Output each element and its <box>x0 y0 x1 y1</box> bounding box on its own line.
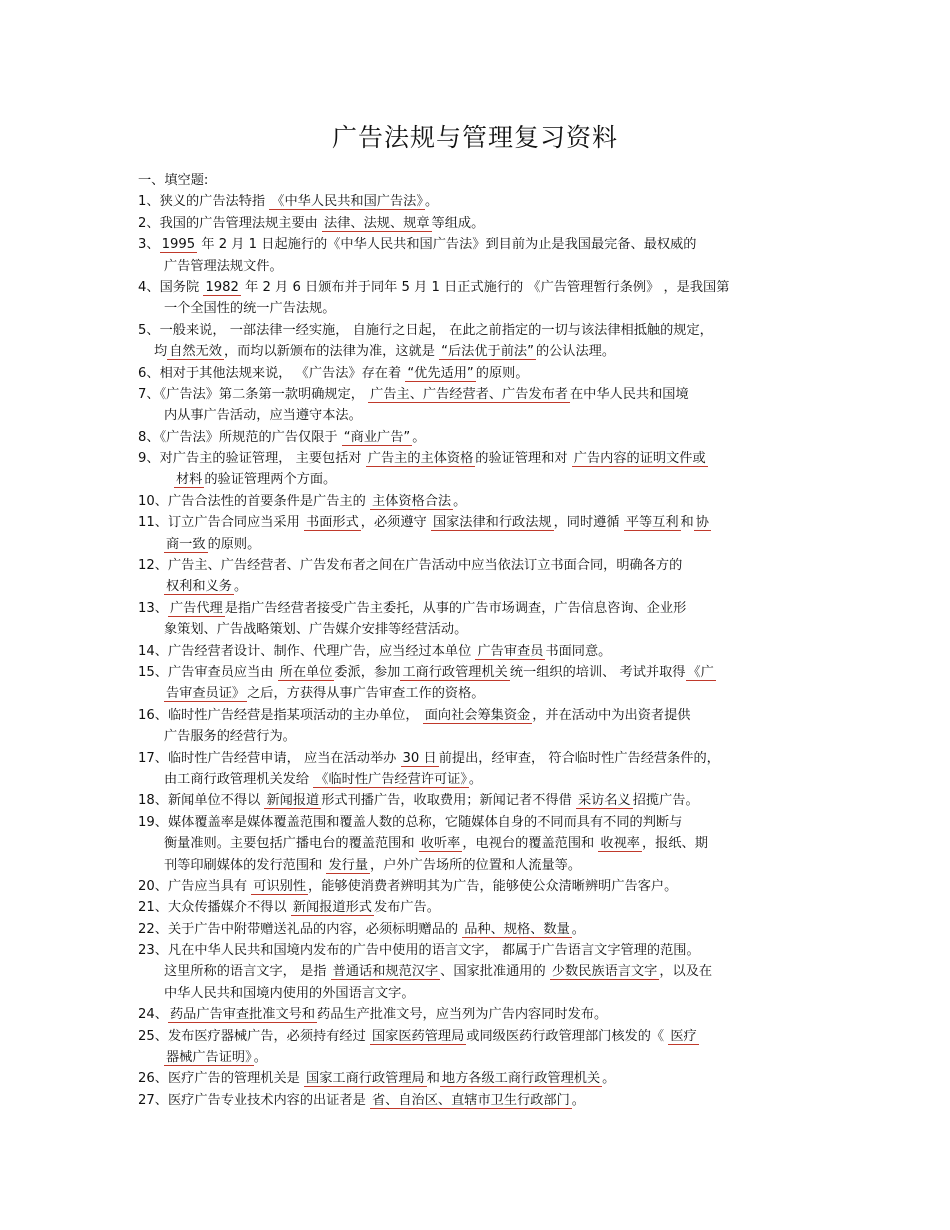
question-text: 广告服务的经营行为。 <box>164 729 296 745</box>
question-text: 15、广告审查员应当由 <box>138 664 278 680</box>
question-text: 10、广告合法性的首要条件是广告主的 <box>138 493 370 509</box>
question-text: 这里所称的语言文字， 是指 <box>164 964 331 980</box>
answer-text: 工商行政管理机关 <box>402 664 508 680</box>
answer-text: 广告主的主体资格 <box>367 451 474 467</box>
question-text: 的验证管理和对 <box>475 451 572 467</box>
answer-text: 协 <box>695 515 709 531</box>
question-text: ，必须遵守 <box>360 515 431 531</box>
question-text: 或同级医药行政管理部门核发的《 <box>466 1028 669 1044</box>
question-line <box>138 619 814 640</box>
section-heading: 一、填空题: <box>138 173 209 188</box>
question-line <box>138 191 814 212</box>
question-line <box>138 469 814 490</box>
answer-text: 医疗 <box>670 1028 697 1044</box>
question-text: 内从事广告活动，应当遵守本法。 <box>164 408 362 424</box>
question-text: 均 <box>154 344 168 360</box>
question-text: 。 <box>453 493 467 509</box>
question-line <box>138 491 814 512</box>
question-line <box>138 726 814 747</box>
question-text: 之后，方获得从事广告审查工作的资格。 <box>247 686 485 702</box>
question-text: 6、相对于其他法规来说， 《广告法》存在着 <box>138 365 406 381</box>
question-line <box>138 1047 814 1068</box>
question-text: ，而均以新颁布的法律为准，这就是 <box>223 344 440 360</box>
answer-text: 30 日 <box>402 750 437 766</box>
question-line <box>138 427 814 448</box>
question-line <box>138 320 814 341</box>
question-text: 的原则。 <box>207 536 261 552</box>
question-text: 和 <box>426 1071 440 1087</box>
question-line <box>138 341 814 362</box>
question-text: 24、 <box>138 1007 168 1023</box>
question-line <box>138 812 814 833</box>
question-text: 17、临时性广告经营申请， 应当在活动举办 <box>138 750 401 766</box>
question-text: 年 2 月 1 日起施行的《中华人民共和国广告法》到目前为止是我国最完备、最权威的 <box>197 237 697 253</box>
answer-text: 权利和义务 <box>166 579 232 595</box>
answer-text: 少数民族语言文字 <box>551 964 658 980</box>
question-line <box>138 598 814 619</box>
question-line <box>138 897 814 918</box>
document-title: 广告法规与管理复习资料 <box>331 123 618 152</box>
question-line <box>138 983 814 1004</box>
answer-text: 《广 <box>687 664 714 680</box>
document-body <box>138 170 814 1111</box>
question-text: 25、发布医疗器械广告，必须持有经过 <box>138 1028 370 1044</box>
answer-text: 普通话和规范汉字 <box>332 964 439 980</box>
question-text: 。 <box>233 579 248 595</box>
answer-text: 《中华人民共和国广告法》 <box>271 194 423 210</box>
answer-text: 1995 <box>161 237 196 253</box>
question-text: ，能够使消费者辨明其为广告，能够使公众清晰辨明广告客户。 <box>308 878 678 894</box>
question-text: 书面同意。 <box>545 643 612 659</box>
question-text: 12、广告主、广告经营者、广告发布者之间在广告活动中应当依法订立书面合同，明确各方的 <box>138 558 683 574</box>
question-text: 统一组织的培训、 考试并取得 <box>509 664 686 680</box>
question-line <box>138 213 814 234</box>
question-line <box>138 405 814 426</box>
question-text: 13、 <box>138 600 168 616</box>
question-text: 、国家批准通用的 <box>440 964 550 980</box>
question-line <box>138 1026 814 1047</box>
question-line <box>138 512 814 533</box>
question-text: 招揽广告。 <box>632 793 699 809</box>
question-text: 9、对广告主的验证管理， 主要包括对 <box>138 451 366 467</box>
question-text: 象策划、广告战略策划、广告媒介安排等经营活动。 <box>164 622 468 638</box>
question-line <box>138 534 814 555</box>
question-line <box>138 1068 814 1089</box>
question-text: 和 <box>680 515 694 531</box>
question-text: 衡量准则。主要包括广播电台的覆盖范围和 <box>164 836 419 852</box>
question-text: ，户外广告场所的位置和人流量等。 <box>370 857 582 873</box>
answer-text: 器械广告证明》 <box>166 1050 252 1066</box>
question-text: 26、医疗广告的管理机关是 <box>138 1071 305 1087</box>
answer-text: 品种、规格、数量 <box>464 921 570 937</box>
question-text: 23、凡在中华人民共和国境内发布的广告中使用的语言文字， 都属于广告语言文字管理的范围。 <box>138 943 700 959</box>
question-text: 。 <box>412 429 426 445</box>
question-line <box>138 576 814 597</box>
answer-text: “商业广告” <box>343 429 411 445</box>
question-text: 。 <box>424 194 439 210</box>
question-text: 7、《广告法》第二条第一款明确规定， <box>138 386 369 402</box>
question-text: 由工商行政管理机关发给 <box>164 771 314 787</box>
question-line <box>138 855 814 876</box>
question-line <box>138 298 814 319</box>
answer-text: 药品广告审查批准文号和 <box>169 1007 316 1023</box>
question-text: ，以及在 <box>659 964 713 980</box>
question-text: 形式刊播广告，收取费用；新闻记者不得借 <box>321 793 576 809</box>
question-text: 的原则。 <box>475 365 529 381</box>
question-text: 委派，参加 <box>334 664 401 680</box>
question-text: 广告管理法规文件。 <box>164 258 283 274</box>
question-text: 的公认法理。 <box>535 344 616 360</box>
question-list <box>138 191 814 1111</box>
question-text: 前提出，经审查， 符合临时性广告经营条件的， <box>438 750 720 766</box>
answer-text: 可识别性 <box>253 878 307 894</box>
answer-text: 商一致 <box>166 536 206 552</box>
question-line <box>138 448 814 469</box>
question-line <box>138 234 814 255</box>
question-text: 药品生产批准文号，应当列为广告内容同时发布。 <box>317 1007 608 1023</box>
answer-text: 广告内容的证明文件或 <box>573 451 706 467</box>
question-text: 的验证管理两个方面。 <box>204 472 337 488</box>
answer-text: 广告代理 <box>169 600 223 616</box>
question-line <box>138 919 814 940</box>
question-text: ，同时遵循 <box>553 515 624 531</box>
question-line <box>138 641 814 662</box>
question-text: 。 <box>571 1092 585 1108</box>
question-line <box>138 705 814 726</box>
question-line <box>138 277 814 298</box>
question-text: 。 <box>571 921 585 937</box>
question-line <box>138 1090 814 1111</box>
answer-text: “优先适用” <box>407 365 474 381</box>
question-line <box>138 662 814 683</box>
answer-text: 新闻报道形式 <box>292 900 372 916</box>
question-text: ，并在活动中为出资者提供 <box>532 707 691 723</box>
question-line <box>138 876 814 897</box>
answer-text: 收视率 <box>600 836 640 852</box>
question-text: 。 <box>468 771 483 787</box>
question-text: 4、国务院 <box>138 279 204 295</box>
question-line <box>138 940 814 961</box>
question-text: 5、一般来说， 一部法律一经实施， 自施行之日起， 在此之前指定的一切与该法律相抵触的规定， <box>138 322 713 338</box>
question-line <box>138 555 814 576</box>
question-text: 22、关于广告中附带赠送礼品的内容，必须标明赠品的 <box>138 921 463 937</box>
question-line <box>138 683 814 704</box>
answer-text: “后法优于前法” <box>441 344 534 360</box>
answer-text: 采访名义 <box>578 793 631 809</box>
answer-text: 地方各级工商行政管理机关 <box>441 1071 601 1087</box>
answer-text: 1982 <box>205 279 239 295</box>
question-line <box>138 790 814 811</box>
question-text: 21、大众传播媒介不得以 <box>138 900 291 916</box>
answer-text: 书面形式 <box>306 515 359 531</box>
question-text: 中华人民共和国境内使用的外国语言文字。 <box>164 985 415 1001</box>
question-text: 。 <box>253 1050 267 1066</box>
question-line <box>138 748 814 769</box>
answer-text: 收听率 <box>420 836 461 852</box>
question-text: 16、临时性广告经营是指某项活动的主办单位， <box>138 707 423 723</box>
answer-text: 《临时性广告经营许可证》 <box>315 771 467 787</box>
question-line <box>138 384 814 405</box>
question-text: 27、医疗广告专业技术内容的出证者是 <box>138 1092 370 1108</box>
question-text: 。 <box>602 1071 616 1087</box>
question-line <box>138 769 814 790</box>
answer-text: 广告审查员 <box>477 643 544 659</box>
answer-text: 法律、法规、规章 <box>324 215 430 231</box>
question-text: 18、新闻单位不得以 <box>138 793 265 809</box>
answer-text: 主体资格合法 <box>371 493 452 509</box>
question-text: 发布广告。 <box>373 900 440 916</box>
question-text: 2、我国的广告管理法规主要由 <box>138 215 323 231</box>
question-text: 20、广告应当具有 <box>138 878 252 894</box>
question-text: 3、 <box>138 237 160 253</box>
answer-text: 新闻报道 <box>266 793 320 809</box>
question-text: 8、《广告法》所规范的广告仅限于 <box>138 429 342 445</box>
question-text: 年 2 月 6 日颁布并于同年 5 月 1 日正式施行的 《广告管理暂行条例》 ，是我国第 <box>240 279 730 295</box>
question-text: 1、狭义的广告法特指 <box>138 194 270 210</box>
question-text: 等组成。 <box>431 215 485 231</box>
question-text: ，报纸、期 <box>641 836 708 852</box>
question-line <box>138 1004 814 1025</box>
question-line <box>138 256 814 277</box>
question-line <box>138 363 814 384</box>
question-line <box>138 961 814 982</box>
answer-text: 材料 <box>176 472 203 488</box>
answer-text: 面向社会筹集资金 <box>424 707 531 723</box>
question-text: ，电视台的覆盖范围和 <box>462 836 599 852</box>
question-text: 14、广告经营者设计、制作、代理广告，应当经过本单位 <box>138 643 476 659</box>
question-text: 一个全国性的统一广告法规。 <box>164 301 336 317</box>
question-text: 在中华人民共和国境 <box>569 386 689 402</box>
answer-text: 发行量 <box>328 857 369 873</box>
question-text: 11、订立广告合同应当采用 <box>138 515 305 531</box>
question-text: 是指广告经营者接受广告主委托，从事的广告市场调查，广告信息咨询、企业形 <box>224 600 687 616</box>
answer-text: 国家工商行政管理局 <box>306 1071 425 1087</box>
question-text: 19、媒体覆盖率是媒体覆盖范围和覆盖人数的总称，它随媒体自身的不同而具有不同的判断与 <box>138 814 683 830</box>
answer-text: 所在单位 <box>279 664 333 680</box>
answer-text: 告审查员证》 <box>166 686 246 702</box>
answer-text: 省、自治区、直辖市卫生行政部门 <box>371 1092 570 1108</box>
question-line <box>138 833 814 854</box>
answer-text: 自然无效 <box>169 344 222 360</box>
answer-text: 平等互利 <box>625 515 679 531</box>
question-text: 刊等印刷媒体的发行范围和 <box>164 857 327 873</box>
answer-text: 国家医药管理局 <box>371 1028 465 1044</box>
answer-text: 广告主、广告经营者、广告发布者 <box>370 386 568 402</box>
answer-text: 国家法律和行政法规 <box>432 515 552 531</box>
